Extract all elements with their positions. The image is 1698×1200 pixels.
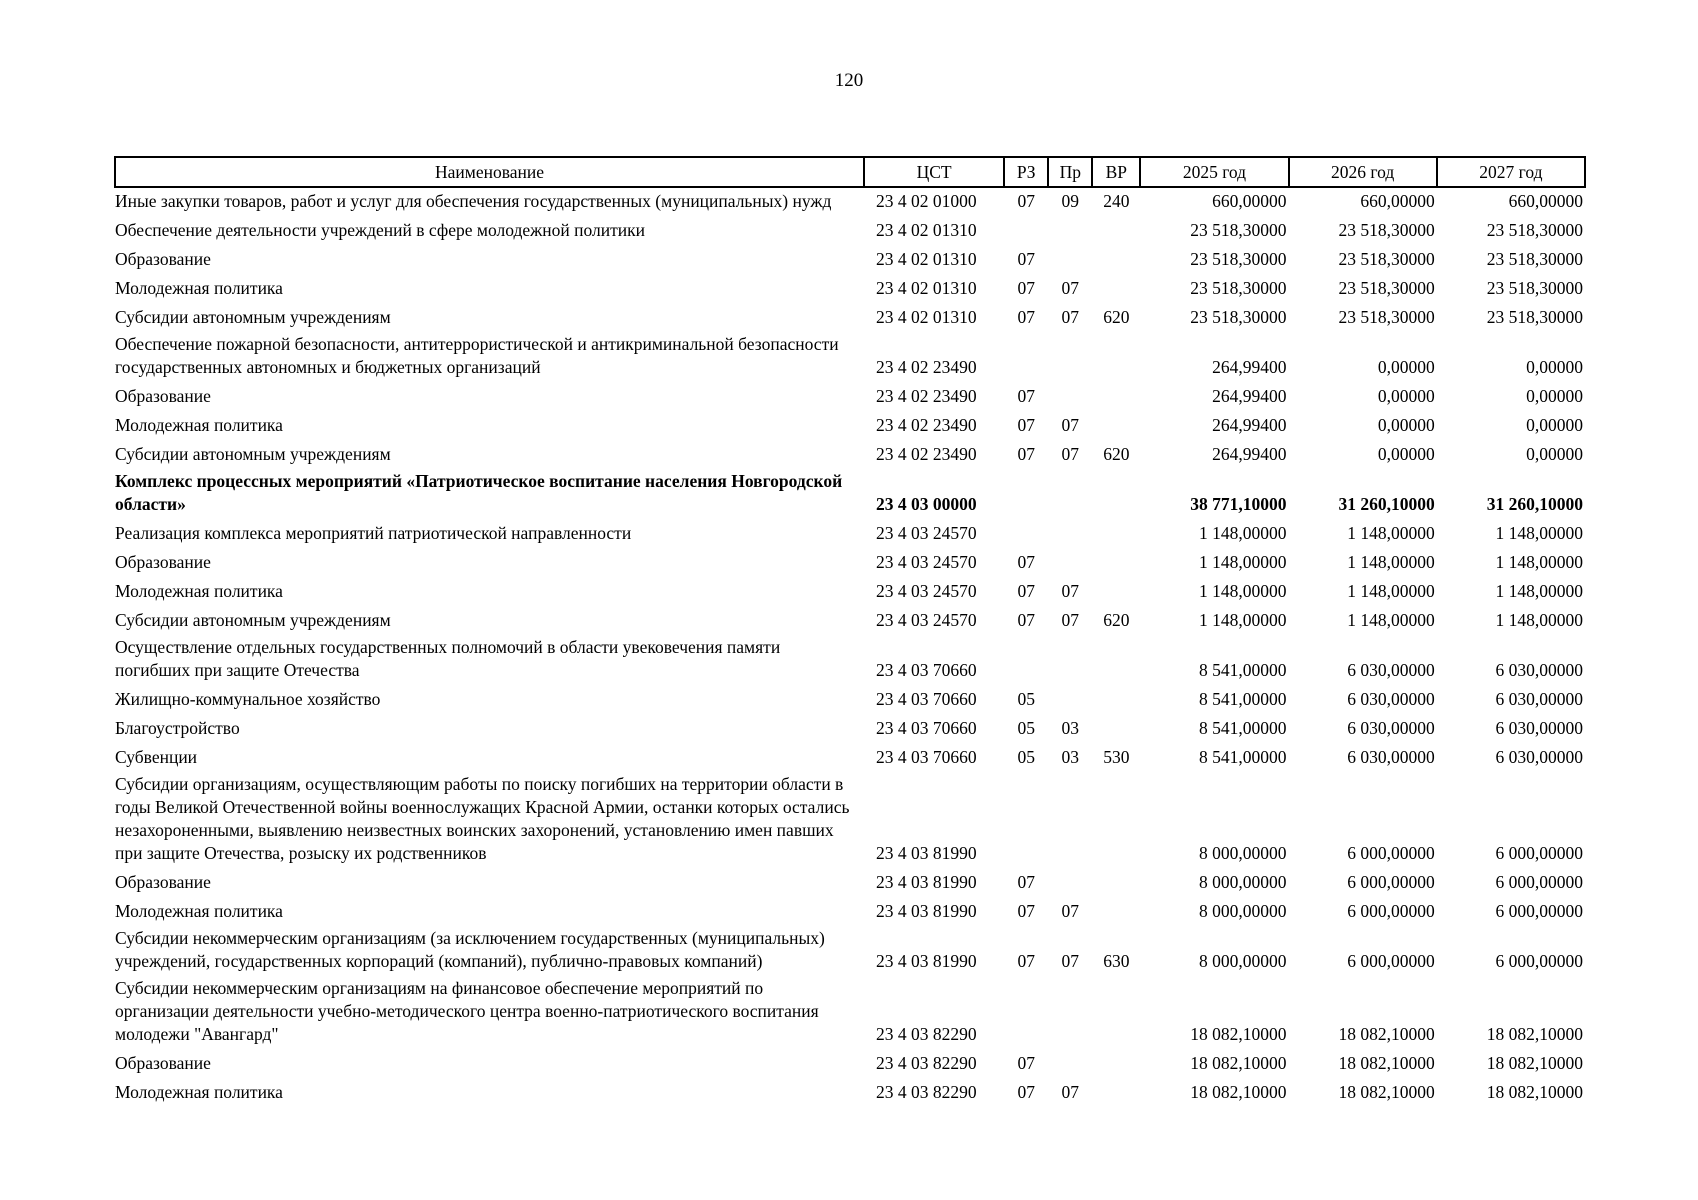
row-2027-amount: 660,00000 [1508,191,1583,211]
row-rz: 07 [1017,1053,1035,1073]
table-row [115,634,1585,684]
row-2026-amount: 6 030,00000 [1347,660,1435,680]
header-vr: ВР [1092,157,1140,187]
table-row [115,187,1585,215]
row-pr [1048,331,1092,381]
row-2026-amount: 31 260,10000 [1338,494,1435,514]
row-vr [1092,547,1140,576]
row-rz [1004,468,1048,518]
header-name: Наименование [115,157,864,187]
row-name: Обеспечение деятельности учреждений в сфере молодежной политики [115,220,645,240]
row-2027-amount: 6 030,00000 [1495,660,1583,680]
row-rz [1004,215,1048,244]
row-vr [1092,1077,1140,1106]
row-2026-amount: 6 000,00000 [1347,843,1435,863]
row-2027-amount: 6 000,00000 [1495,951,1583,971]
row-vr [1092,331,1140,381]
row-name: Субсидии автономным учреждениям [115,307,391,327]
row-2025-amount: 18 082,10000 [1190,1053,1287,1073]
table-row [115,381,1585,410]
row-vr [1092,634,1140,684]
row-pr: 09 [1061,191,1080,211]
row-cst: 23 4 03 82290 [876,1024,977,1044]
row-2025-amount: 23 518,30000 [1190,307,1287,327]
row-name: Образование [115,872,211,892]
table-row [115,244,1585,273]
row-vr: 240 [1103,191,1130,211]
row-2026-amount: 1 148,00000 [1347,552,1435,572]
row-vr [1092,215,1140,244]
row-pr: 03 [1061,718,1080,738]
row-name: Молодежная политика [115,415,283,435]
row-rz: 07 [1017,872,1035,892]
table-row [115,518,1585,547]
row-2025-amount: 264,99400 [1212,386,1287,406]
row-2027-amount: 6 000,00000 [1495,901,1583,921]
row-pr [1048,468,1092,518]
row-2027-amount: 23 518,30000 [1486,249,1583,269]
row-name: Обеспечение пожарной безопасности, антитеррористической и антикриминальной безопасности государственных автономных и бюджетных организаций [115,334,839,377]
row-2025-amount: 660,00000 [1212,191,1287,211]
row-2025-amount: 1 148,00000 [1199,610,1287,630]
row-rz: 07 [1017,415,1035,435]
row-cst: 23 4 03 24570 [876,552,977,572]
row-name: Субсидии некоммерческим организациям (за исключением государственных (муниципальных) учреждений, государственных корпораций (компаний), публично-правовых компаний) [115,928,825,971]
table-row [115,605,1585,634]
row-pr [1048,215,1092,244]
row-2025-amount: 8 000,00000 [1199,951,1287,971]
row-cst: 23 4 03 82290 [876,1053,977,1073]
row-2027-amount: 6 030,00000 [1495,747,1583,767]
row-vr [1092,684,1140,713]
row-pr [1048,975,1092,1048]
row-rz: 07 [1017,249,1035,269]
row-2026-amount: 18 082,10000 [1338,1053,1435,1073]
table-row [115,896,1585,925]
row-2027-amount: 6 000,00000 [1495,872,1583,892]
budget-table [114,156,1586,1106]
row-vr [1092,576,1140,605]
table-row [115,331,1585,381]
row-rz: 07 [1017,278,1035,298]
row-cst: 23 4 03 70660 [876,660,977,680]
table-row [115,713,1585,742]
row-vr [1092,1048,1140,1077]
row-rz: 07 [1017,191,1035,211]
row-rz: 07 [1017,581,1035,601]
row-cst: 23 4 02 01310 [876,249,977,269]
row-name: Жилищно-коммунальное хозяйство [115,689,381,709]
row-name: Образование [115,249,211,269]
row-vr: 530 [1103,747,1130,767]
row-cst: 23 4 03 24570 [876,610,977,630]
row-rz [1004,975,1048,1048]
row-cst: 23 4 02 01310 [876,307,977,327]
row-rz: 07 [1017,307,1035,327]
row-name: Комплекс процессных мероприятий «Патриотическое воспитание населения Новгородской области» [115,471,843,514]
row-pr [1048,771,1092,867]
row-2025-amount: 8 541,00000 [1199,747,1287,767]
row-2026-amount: 1 148,00000 [1347,610,1435,630]
row-rz: 07 [1017,1082,1035,1102]
row-2026-amount: 660,00000 [1360,191,1435,211]
table-row [115,410,1585,439]
row-vr [1092,896,1140,925]
row-pr [1048,381,1092,410]
row-2026-amount: 6 000,00000 [1347,951,1435,971]
row-cst: 23 4 03 24570 [876,581,977,601]
header-pr: Пр [1048,157,1092,187]
row-2027-amount: 18 082,10000 [1486,1053,1583,1073]
header-2027: 2027 год [1437,157,1585,187]
row-pr: 03 [1061,747,1080,767]
row-rz: 07 [1017,610,1035,630]
row-vr: 620 [1103,444,1130,464]
row-pr [1048,1048,1092,1077]
row-2025-amount: 23 518,30000 [1190,249,1287,269]
row-cst: 23 4 03 00000 [876,494,977,514]
table-row [115,468,1585,518]
row-2027-amount: 0,00000 [1526,444,1583,464]
table-row [115,215,1585,244]
row-vr: 630 [1103,951,1130,971]
header-cst: ЦСТ [864,157,1004,187]
row-2025-amount: 1 148,00000 [1199,552,1287,572]
row-2026-amount: 18 082,10000 [1338,1024,1435,1044]
row-pr: 07 [1061,444,1080,464]
row-2027-amount: 1 148,00000 [1495,523,1583,543]
row-cst: 23 4 03 81990 [876,843,977,863]
row-vr [1092,468,1140,518]
row-2026-amount: 6 000,00000 [1347,901,1435,921]
row-cst: 23 4 03 70660 [876,747,977,767]
row-pr: 07 [1061,951,1080,971]
row-2025-amount: 38 771,10000 [1190,494,1287,514]
row-2026-amount: 0,00000 [1377,444,1435,464]
row-2027-amount: 0,00000 [1526,415,1583,435]
row-2027-amount: 1 148,00000 [1495,552,1583,572]
row-name: Реализация комплекса мероприятий патриотической направленности [115,523,632,543]
row-name: Молодежная политика [115,278,283,298]
row-vr [1092,771,1140,867]
row-2026-amount: 23 518,30000 [1338,220,1435,240]
row-2027-amount: 23 518,30000 [1486,278,1583,298]
row-2027-amount: 18 082,10000 [1486,1082,1583,1102]
header-row [115,157,1585,187]
row-2025-amount: 8 000,00000 [1199,872,1287,892]
row-2027-amount: 6 030,00000 [1495,689,1583,709]
row-2027-amount: 1 148,00000 [1495,610,1583,630]
row-2026-amount: 1 148,00000 [1347,523,1435,543]
row-pr: 07 [1061,610,1080,630]
row-cst: 23 4 02 23490 [876,357,977,377]
row-vr [1092,713,1140,742]
row-2025-amount: 1 148,00000 [1199,581,1287,601]
row-2025-amount: 264,99400 [1212,415,1287,435]
row-2026-amount: 1 148,00000 [1347,581,1435,601]
row-name: Молодежная политика [115,901,283,921]
row-pr [1048,518,1092,547]
row-pr: 07 [1061,415,1080,435]
table-row [115,684,1585,713]
row-2027-amount: 0,00000 [1526,357,1583,377]
row-2025-amount: 8 541,00000 [1199,689,1287,709]
row-2025-amount: 18 082,10000 [1190,1082,1287,1102]
row-cst: 23 4 03 70660 [876,718,977,738]
row-2025-amount: 23 518,30000 [1190,278,1287,298]
row-rz [1004,331,1048,381]
row-vr [1092,975,1140,1048]
row-cst: 23 4 03 81990 [876,901,977,921]
row-2025-amount: 264,99400 [1212,357,1287,377]
row-vr [1092,518,1140,547]
row-pr [1048,684,1092,713]
table-row [115,1048,1585,1077]
row-pr [1048,244,1092,273]
row-cst: 23 4 03 81990 [876,872,977,892]
row-name: Образование [115,1053,211,1073]
row-rz: 07 [1017,444,1035,464]
row-pr: 07 [1061,901,1080,921]
row-rz: 07 [1017,901,1035,921]
table-row [115,439,1585,468]
row-name: Осуществление отдельных государственных полномочий в области увековечения памяти погибших при защите Отечества [115,637,781,680]
row-cst: 23 4 03 81990 [876,951,977,971]
row-2026-amount: 6 030,00000 [1347,747,1435,767]
row-2026-amount: 0,00000 [1377,386,1435,406]
row-2025-amount: 1 148,00000 [1199,523,1287,543]
page-number: 120 [834,70,864,91]
row-name: Субвенции [115,747,198,767]
table-body [115,187,1585,1106]
row-2026-amount: 23 518,30000 [1338,307,1435,327]
table-row [115,576,1585,605]
row-2026-amount: 0,00000 [1377,357,1435,377]
header-2026: 2026 год [1289,157,1437,187]
row-name: Субсидии автономным учреждениям [115,610,391,630]
row-name: Образование [115,552,211,572]
row-cst: 23 4 03 82290 [876,1082,977,1102]
row-2026-amount: 23 518,30000 [1338,278,1435,298]
row-cst: 23 4 03 24570 [876,523,977,543]
row-2026-amount: 6 000,00000 [1347,872,1435,892]
row-vr [1092,273,1140,302]
row-vr [1092,381,1140,410]
row-2027-amount: 6 030,00000 [1495,718,1583,738]
table-row [115,273,1585,302]
row-cst: 23 4 02 01310 [876,278,977,298]
row-vr: 620 [1103,610,1130,630]
row-cst: 23 4 02 23490 [876,444,977,464]
row-vr [1092,410,1140,439]
row-name: Образование [115,386,211,406]
row-2025-amount: 264,99400 [1212,444,1287,464]
row-2026-amount: 0,00000 [1377,415,1435,435]
row-name: Субсидии организациям, осуществляющим работы по поиску погибших на территории области в годы Великой Отечественной войны военнослужащих Красной Армии, останки которых остались незахороненными, выявлению неизвестных воинских захоронений, установлению имен павших при защите Отечества, розыску их родственников [115,774,850,863]
row-rz: 07 [1017,552,1035,572]
table-row [115,302,1585,331]
row-name: Субсидии некоммерческим организациям на финансовое обеспечение мероприятий по организации деятельности учебно-методического центра военно-патриотического воспитания молодежи "Авангард" [115,978,819,1044]
row-2027-amount: 23 518,30000 [1486,220,1583,240]
table-row [115,742,1585,771]
row-pr [1048,867,1092,896]
row-cst: 23 4 02 23490 [876,386,977,406]
row-2025-amount: 8 541,00000 [1199,660,1287,680]
row-2025-amount: 8 000,00000 [1199,843,1287,863]
row-pr: 07 [1061,581,1080,601]
table-row [115,771,1585,867]
row-rz [1004,518,1048,547]
row-pr [1048,547,1092,576]
row-2027-amount: 0,00000 [1526,386,1583,406]
row-cst: 23 4 02 01310 [876,220,977,240]
row-name: Молодежная политика [115,1082,283,1102]
row-pr: 07 [1061,1082,1080,1102]
row-2027-amount: 1 148,00000 [1495,581,1583,601]
row-2026-amount: 6 030,00000 [1347,689,1435,709]
row-rz [1004,634,1048,684]
header-2025: 2025 год [1140,157,1288,187]
row-rz: 05 [1017,689,1035,709]
row-cst: 23 4 02 23490 [876,415,977,435]
row-pr: 07 [1061,307,1080,327]
row-rz: 07 [1017,386,1035,406]
row-rz [1004,771,1048,867]
table-row [115,925,1585,975]
row-rz: 05 [1017,747,1035,767]
row-2027-amount: 6 000,00000 [1495,843,1583,863]
row-2027-amount: 18 082,10000 [1486,1024,1583,1044]
row-2026-amount: 23 518,30000 [1338,249,1435,269]
row-2025-amount: 8 000,00000 [1199,901,1287,921]
row-2026-amount: 18 082,10000 [1338,1082,1435,1102]
header-rz: РЗ [1004,157,1048,187]
row-pr [1048,634,1092,684]
table-row [115,867,1585,896]
row-name: Благоустройство [115,718,240,738]
row-2025-amount: 23 518,30000 [1190,220,1287,240]
row-2025-amount: 18 082,10000 [1190,1024,1287,1044]
table-row [115,975,1585,1048]
row-2027-amount: 23 518,30000 [1486,307,1583,327]
row-2026-amount: 6 030,00000 [1347,718,1435,738]
table-row [115,547,1585,576]
row-vr [1092,244,1140,273]
row-pr: 07 [1061,278,1080,298]
row-name: Субсидии автономным учреждениям [115,444,391,464]
row-rz: 07 [1017,951,1035,971]
row-2025-amount: 8 541,00000 [1199,718,1287,738]
row-vr [1092,867,1140,896]
row-2027-amount: 31 260,10000 [1486,494,1583,514]
row-vr: 620 [1103,307,1130,327]
row-rz: 05 [1017,718,1035,738]
row-name: Молодежная политика [115,581,283,601]
row-cst: 23 4 03 70660 [876,689,977,709]
row-name: Иные закупки товаров, работ и услуг для обеспечения государственных (муниципальных) нужд [115,191,832,211]
row-cst: 23 4 02 01000 [876,191,977,211]
table-row [115,1077,1585,1106]
table-header [115,157,1585,187]
